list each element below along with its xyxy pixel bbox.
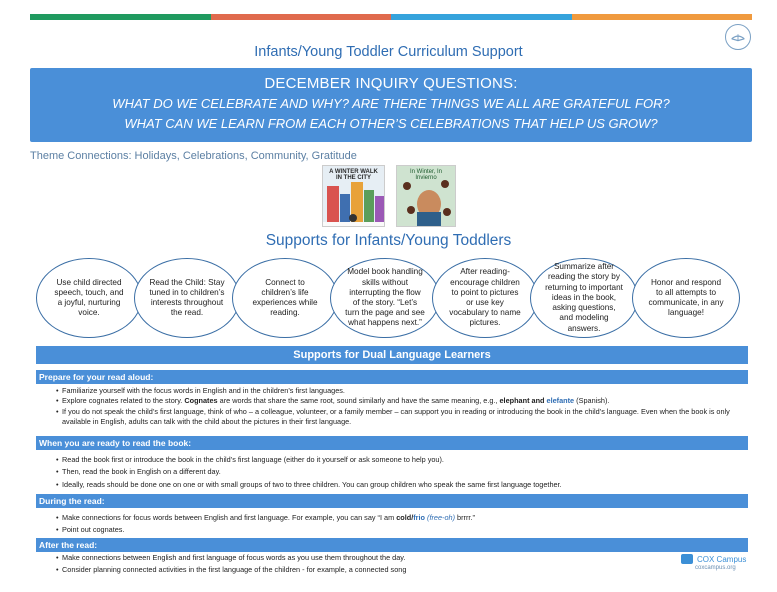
item-text: If you do not speak the child’s first language, think of who – a colleague, volunteer, or a family member – can support you in reading or introducing the book in the child’s language. Even when the book is only available in English, adults can talk with the child about the pictures in their first language. <box>62 406 730 426</box>
item-text: Then, read the book in English on a different day. <box>62 467 221 477</box>
list-item <box>56 455 746 465</box>
stripe-lightblue <box>391 14 572 20</box>
book-title-2: In Winter, In Invierno <box>409 169 442 181</box>
stripe-orange <box>572 14 753 20</box>
banner-heading: DECEMBER INQUIRY QUESTIONS: <box>264 75 518 92</box>
support-oval-6 <box>530 258 638 338</box>
item-text: Make connections between English and first language of focus words as you use them throughout the day. <box>62 553 406 562</box>
section-after-heading: After the read: <box>36 538 748 552</box>
oval-text: Connect to children’s life experiences while reading. <box>252 277 318 318</box>
support-oval-2 <box>134 258 240 338</box>
item-text: Consider planning connected activities in the first language of the children - for example, a connected song <box>62 565 407 575</box>
section-after-list <box>56 553 456 576</box>
item-bold: Cognates <box>184 396 218 406</box>
oval-text: Summarize after reading the story by returning to important ideas in the book, asking questions, and modeling answers. <box>545 262 623 333</box>
list-item <box>56 565 456 575</box>
item-text: brrrr.” <box>455 513 475 522</box>
list-item <box>56 513 746 523</box>
item-text: (Spanish). <box>574 396 610 406</box>
oval-text: Model book handling skills without interrupting the flow of the story. “Let’s turn the page and see what happens next.” <box>345 267 425 328</box>
item-bold: elephant and <box>499 396 545 406</box>
oval-text: Read the Child: Stay tuned in to children’s interests throughout the read. <box>149 277 225 318</box>
list-item <box>56 407 746 428</box>
book-cover-winter-walk <box>322 165 385 227</box>
support-oval-4 <box>330 258 440 338</box>
section-prepare-list <box>56 386 746 427</box>
item-pronunciation: (free-oh) <box>425 513 456 522</box>
stripe-red <box>211 14 392 20</box>
item-slash: / <box>411 513 414 522</box>
item-text: Make connections for focus words between English and first language. For example, you can say “I am <box>62 513 397 522</box>
item-text: Point out cognates. <box>62 525 125 535</box>
list-item <box>56 396 746 406</box>
item-text: Familiarize yourself with the focus words in English and in the children’s first languages. <box>62 386 345 395</box>
item-text: Read the book first or introduce the book in the child’s first language (either do it yourself or ask someone to help you). <box>62 455 444 464</box>
support-oval-7 <box>632 258 740 338</box>
support-ovals <box>36 258 748 340</box>
list-item <box>56 467 746 477</box>
item-blue: elefante <box>544 396 575 406</box>
item-blue: frio <box>413 513 426 522</box>
banner-question-1: WHAT DO WE CELEBRATE AND WHY? ARE THERE THINGS WE ALL ARE GRATEFUL FOR? <box>112 96 670 111</box>
support-oval-5 <box>432 258 538 338</box>
oval-text: After reading-encourage children to point to pictures or use key vocabulary to name pictures. <box>449 267 521 328</box>
item-bold: cold <box>396 513 412 522</box>
theme-connections: Theme Connections: Holidays, Celebrations, Community, Gratitude <box>30 150 357 162</box>
book-cover-in-winter <box>396 165 456 227</box>
infant-supports-title: Supports for Infants/Young Toddlers <box>265 232 512 249</box>
list-item <box>56 553 456 563</box>
list-item <box>56 480 746 490</box>
item-text: Explore cognates related to the story. <box>62 396 185 406</box>
cox-brand: COX Campus <box>697 554 747 564</box>
section-during-list <box>56 513 746 536</box>
oval-text: Use child directed speech, touch, and a joyful, nurturing voice. <box>54 277 124 318</box>
oval-text: Honor and respond to all attempts to communicate, in any language! <box>648 277 724 318</box>
section-prepare-heading: Prepare for your read aloud: <box>36 370 748 384</box>
cox-logo-icon <box>681 554 693 564</box>
support-oval-3 <box>232 258 338 338</box>
cox-url: coxcampus.org <box>695 565 736 571</box>
support-oval-1 <box>36 258 142 338</box>
color-stripe <box>30 14 752 20</box>
book-title-1: A WINTER WALK IN THE CITY <box>329 169 378 181</box>
dll-supports-title: Supports for Dual Language Learners <box>36 346 748 364</box>
inquiry-banner <box>30 68 752 142</box>
banner-question-2: WHAT CAN WE LEARN FROM EACH OTHER’S CELEBRATIONS THAT HELP US GROW? <box>124 116 658 131</box>
section-during-heading: During the read: <box>36 494 748 508</box>
section-ready-heading: When you are ready to read the book: <box>36 436 748 450</box>
stripe-green <box>30 14 211 20</box>
list-item <box>56 386 746 396</box>
item-text: Ideally, reads should be done one on one or with small groups of two to three children. You can group children who speak the same first language together. <box>62 479 562 489</box>
list-item <box>56 525 746 535</box>
item-text: are words that share the same root, sound similarly and have the same meaning, e.g., <box>217 396 500 406</box>
page-title: Infants/Young Toddler Curriculum Support <box>254 44 523 60</box>
section-ready-list <box>56 455 746 490</box>
cox-campus-logo <box>681 554 761 571</box>
